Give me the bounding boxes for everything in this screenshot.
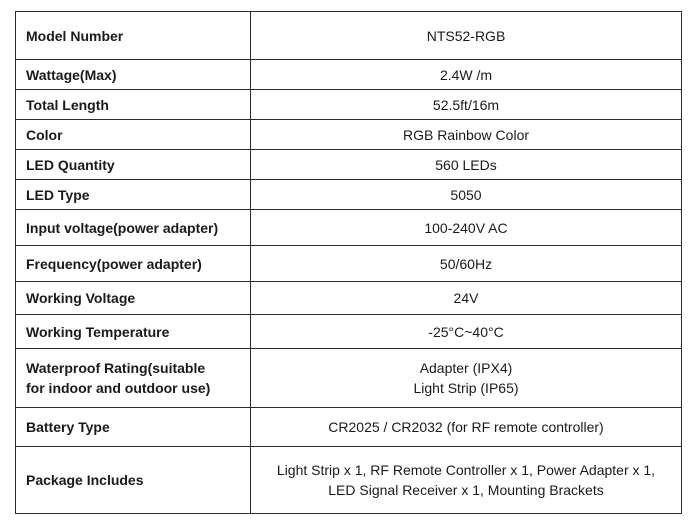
spec-value-frequency: 50/60Hz — [251, 246, 682, 282]
table-row — [16, 12, 682, 60]
spec-label-model-number: Model Number — [16, 12, 251, 60]
spec-value-led-quantity: 560 LEDs — [251, 150, 682, 180]
table-row — [16, 408, 682, 447]
table-row — [16, 349, 682, 408]
spec-label-input-voltage: Input voltage(power adapter) — [16, 210, 251, 246]
spec-label-working-temperature: Working Temperature — [16, 315, 251, 349]
spec-value-waterproof-rating — [251, 349, 682, 408]
table-row — [16, 120, 682, 150]
spec-value-led-type: 5050 — [251, 180, 682, 210]
spec-value-color: RGB Rainbow Color — [251, 120, 682, 150]
spec-label-led-quantity: LED Quantity — [16, 150, 251, 180]
spec-value-line: Light Strip (IP65) — [413, 380, 519, 396]
table-row — [16, 315, 682, 349]
spec-label-line: for indoor and outdoor use) — [26, 380, 211, 396]
spec-label-waterproof-rating — [16, 349, 251, 408]
spec-label-package-includes: Package Includes — [16, 447, 251, 514]
table-row — [16, 150, 682, 180]
spec-value-line: Light Strip x 1, RF Remote Controller x 1, Power Adapter x 1, — [276, 462, 656, 478]
spec-value-working-voltage: 24V — [251, 282, 682, 315]
spec-label-total-length: Total Length — [16, 90, 251, 120]
table-row — [16, 282, 682, 315]
table-row — [16, 447, 682, 514]
spec-label-led-type: LED Type — [16, 180, 251, 210]
spec-label-color: Color — [16, 120, 251, 150]
spec-value-total-length: 52.5ft/16m — [251, 90, 682, 120]
spec-label-line: Waterproof Rating(suitable — [26, 360, 206, 376]
table-row — [16, 90, 682, 120]
spec-value-line: Adapter (IPX4) — [419, 360, 513, 376]
spec-value-wattage: 2.4W /m — [251, 60, 682, 90]
table-row — [16, 246, 682, 282]
spec-value-working-temperature: -25°C~40°C — [251, 315, 682, 349]
spec-label-wattage: Wattage(Max) — [16, 60, 251, 90]
table-row — [16, 60, 682, 90]
spec-value-package-includes — [251, 447, 682, 514]
table-row — [16, 210, 682, 246]
spec-label-frequency: Frequency(power adapter) — [16, 246, 251, 282]
spec-value-battery-type: CR2025 / CR2032 (for RF remote controller) — [251, 408, 682, 447]
spec-value-input-voltage: 100-240V AC — [251, 210, 682, 246]
spec-label-battery-type: Battery Type — [16, 408, 251, 447]
table-row — [16, 180, 682, 210]
spec-value-model-number: NTS52-RGB — [251, 12, 682, 60]
spec-label-working-voltage: Working Voltage — [16, 282, 251, 315]
spec-table — [15, 11, 682, 514]
spec-value-line: LED Signal Receiver x 1, Mounting Brackets — [328, 482, 604, 498]
